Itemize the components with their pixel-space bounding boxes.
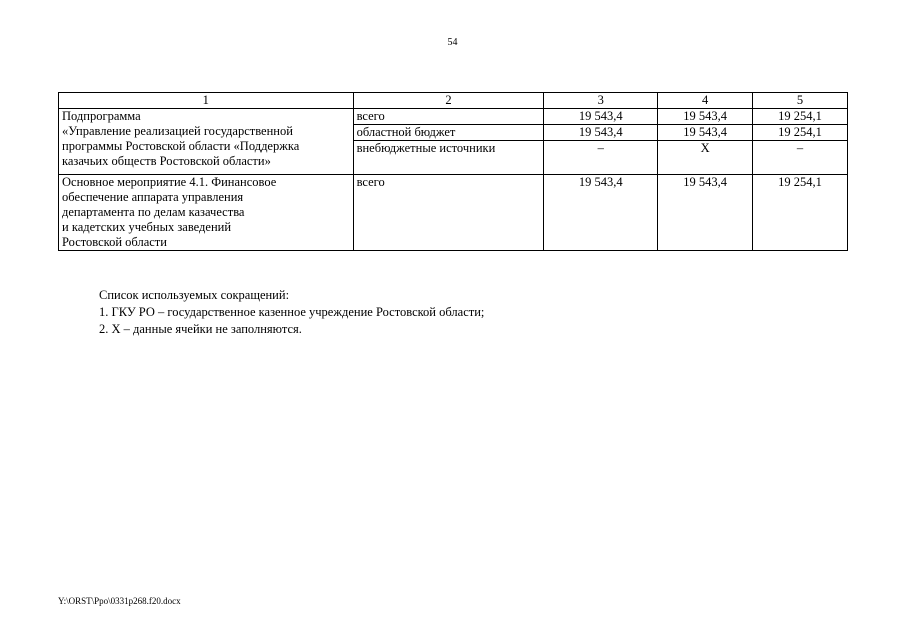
table-row: [59, 109, 848, 125]
funding-source-cell: всего: [353, 109, 544, 125]
value-cell-col5: 19 254,1: [753, 175, 848, 251]
column-header-2: 2: [353, 93, 544, 109]
abbreviation-item: 2. Х – данные ячейки не заполняются.: [99, 322, 302, 336]
activity-title-line: Ростовской области: [62, 235, 167, 249]
value-cell-col5: 19 254,1: [753, 125, 848, 141]
activity-title-cell: [59, 175, 354, 251]
subprogram-title-line: программы Ростовской области «Поддержка: [62, 139, 300, 153]
document-file-path: Y:\ORST\Ppo\0331p268.f20.docx: [58, 596, 181, 606]
table-row: [59, 175, 848, 251]
funding-source-cell: внебюджетные источники: [353, 141, 544, 175]
column-header-3: 3: [544, 93, 658, 109]
subprogram-title-line: Подпрограмма: [62, 109, 141, 123]
activity-title-line: Основное мероприятие 4.1. Финансовое: [62, 175, 277, 189]
value-cell-col4: 19 543,4: [658, 125, 753, 141]
activity-title-line: обеспечение аппарата управления: [62, 190, 244, 204]
abbreviation-item: 1. ГКУ РО – государственное казенное учреждение Ростовской области;: [99, 305, 485, 319]
budget-table: [58, 92, 848, 251]
column-header-1: 1: [59, 93, 354, 109]
subprogram-title-cell: [59, 109, 354, 175]
abbreviations-list: [99, 287, 484, 338]
value-cell-col4: 19 543,4: [658, 109, 753, 125]
abbreviations-heading: Список используемых сокращений:: [99, 288, 290, 302]
table-header-row: [59, 93, 848, 109]
value-cell-col4: Х: [658, 141, 753, 175]
value-cell-col3: 19 543,4: [544, 109, 658, 125]
value-cell-col3: 19 543,4: [544, 125, 658, 141]
funding-source-cell: всего: [353, 175, 544, 251]
value-cell-col5: 19 254,1: [753, 109, 848, 125]
value-cell-col5: –: [753, 141, 848, 175]
value-cell-col3: –: [544, 141, 658, 175]
column-header-5: 5: [753, 93, 848, 109]
column-header-4: 4: [658, 93, 753, 109]
page-number: 54: [447, 37, 458, 48]
value-cell-col3: 19 543,4: [544, 175, 658, 251]
activity-title-line: и кадетских учебных заведений: [62, 220, 232, 234]
subprogram-title-line: «Управление реализацией государственной: [62, 124, 293, 138]
activity-title-line: департамента по делам казачества: [62, 205, 245, 219]
funding-source-cell: областной бюджет: [353, 125, 544, 141]
value-cell-col4: 19 543,4: [658, 175, 753, 251]
subprogram-title-line: казачьих обществ Ростовской области»: [62, 154, 271, 168]
